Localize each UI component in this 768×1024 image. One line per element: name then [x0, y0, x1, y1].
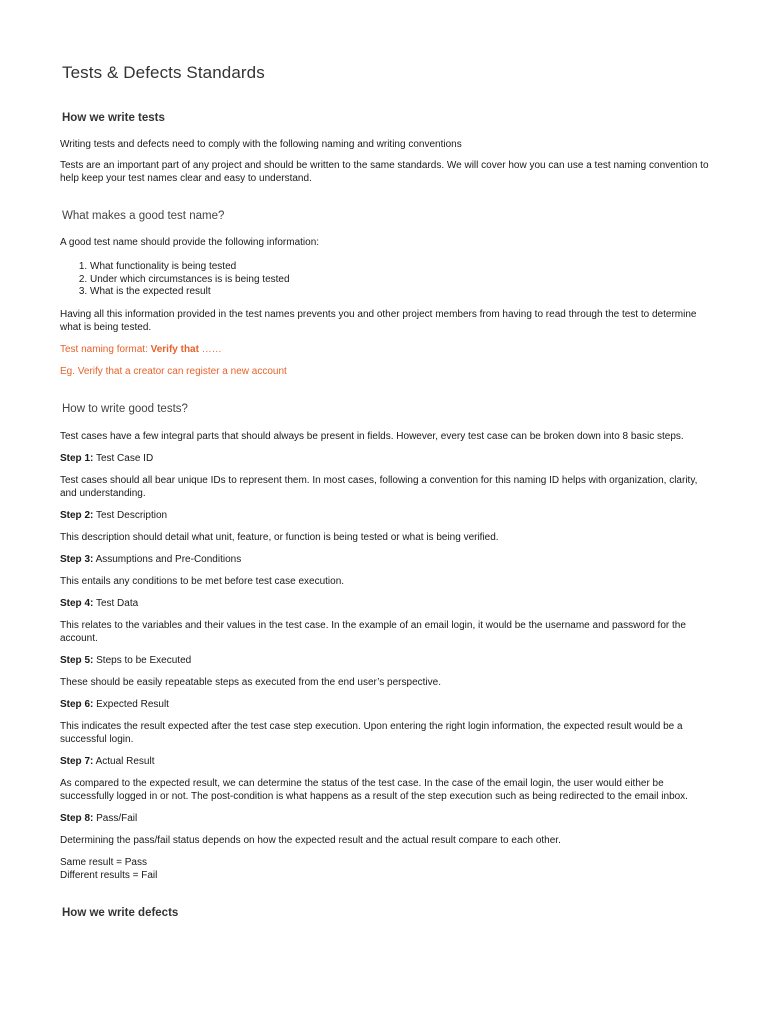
heading-how-we-write-tests: How we write tests	[62, 112, 165, 124]
step-description: Determining the pass/fail status depends on how the expected result and the actual result compare to each other.	[60, 835, 561, 846]
step-description: This description should detail what unit, feature, or function is being tested or what is being verified.	[60, 532, 499, 543]
step-label: Step 4:	[60, 598, 94, 609]
paragraph-good-name-intro: A good test name should provide the following information:	[60, 237, 320, 248]
list-item: 3. What is the expected result	[90, 286, 290, 299]
paragraph-conventions: Writing tests and defects need to comply with the following naming and writing conventions	[60, 139, 462, 150]
list-item: 2. Under which circumstances is is being tested	[90, 274, 290, 287]
step-description: This indicates the result expected after the test case step execution. Upon entering the right login information, the expected result would be a successful login.	[60, 721, 683, 745]
step-description: As compared to the expected result, we can determine the status of the test case. In the case of the email login, the user would either be successfully logged in or not. The post-condition is what happens as a result of the step execution such as being redirected to the email inbox.	[60, 778, 688, 802]
list-item: 1. What functionality is being tested	[90, 261, 290, 274]
step-heading	[60, 453, 710, 466]
step-title: Test Data	[93, 598, 139, 609]
step-label: Step 3:	[60, 554, 94, 565]
step-description: This relates to the variables and their values in the test case. In the example of an email login, it would be the username and password for the account.	[60, 620, 686, 644]
step-description: These should be easily repeatable steps as executed from the end user’s perspective.	[60, 677, 441, 688]
step-label: Step 5:	[60, 655, 94, 666]
step-label: Step 8:	[60, 813, 94, 824]
naming-format-label: Test naming format:	[60, 344, 151, 355]
step-title: Test Description	[93, 510, 168, 521]
step-label: Step 1:	[60, 453, 94, 464]
naming-format-tail: ……	[198, 344, 222, 355]
naming-format-line	[60, 344, 710, 357]
heading-write-good-tests: How to write good tests?	[62, 403, 188, 415]
result-different: Different results = Fail	[60, 870, 158, 881]
naming-format-bold: Verify that	[150, 344, 199, 355]
step-label: Step 6:	[60, 699, 94, 710]
step-heading	[60, 655, 710, 668]
naming-example-line: Eg. Verify that a creator can register a new account	[60, 366, 287, 377]
step-title: Steps to be Executed	[93, 655, 192, 666]
step-label: Step 2:	[60, 510, 94, 521]
heading-good-test-name: What makes a good test name?	[62, 210, 225, 222]
step-title: Test Case ID	[93, 453, 154, 464]
step-heading	[60, 699, 710, 712]
page-title: Tests & Defects Standards	[62, 63, 265, 82]
heading-how-we-write-defects: How we write defects	[62, 907, 179, 919]
paragraph-tests-importance: Tests are an important part of any project and should be written to the same standards. We will cover how you can use a test naming convention to help keep your test names clear and easy to understand.	[60, 160, 709, 184]
step-heading	[60, 756, 710, 769]
step-heading	[60, 510, 710, 523]
step-description: This entails any conditions to be met before test case execution.	[60, 576, 345, 587]
paragraph-steps-intro: Test cases have a few integral parts that should always be present in fields. However, every test case can be broken down into 8 basic steps.	[60, 431, 684, 442]
step-title: Pass/Fail	[93, 813, 138, 824]
good-name-list	[60, 261, 290, 299]
paragraph-information-benefit: Having all this information provided in the test names prevents you and other project members from having to read through the test to determine what is being tested.	[60, 309, 697, 333]
step-heading	[60, 598, 710, 611]
step-description: Test cases should all bear unique IDs to represent them. In most cases, following a convention for this naming ID helps with organization, clarity, and understanding.	[60, 475, 698, 499]
step-title: Expected Result	[93, 699, 169, 710]
step-heading	[60, 554, 710, 567]
step-label: Step 7:	[60, 756, 94, 767]
step-title: Actual Result	[93, 756, 155, 767]
step-title: Assumptions and Pre-Conditions	[93, 554, 242, 565]
result-same: Same result = Pass	[60, 857, 147, 868]
step-heading	[60, 813, 710, 826]
